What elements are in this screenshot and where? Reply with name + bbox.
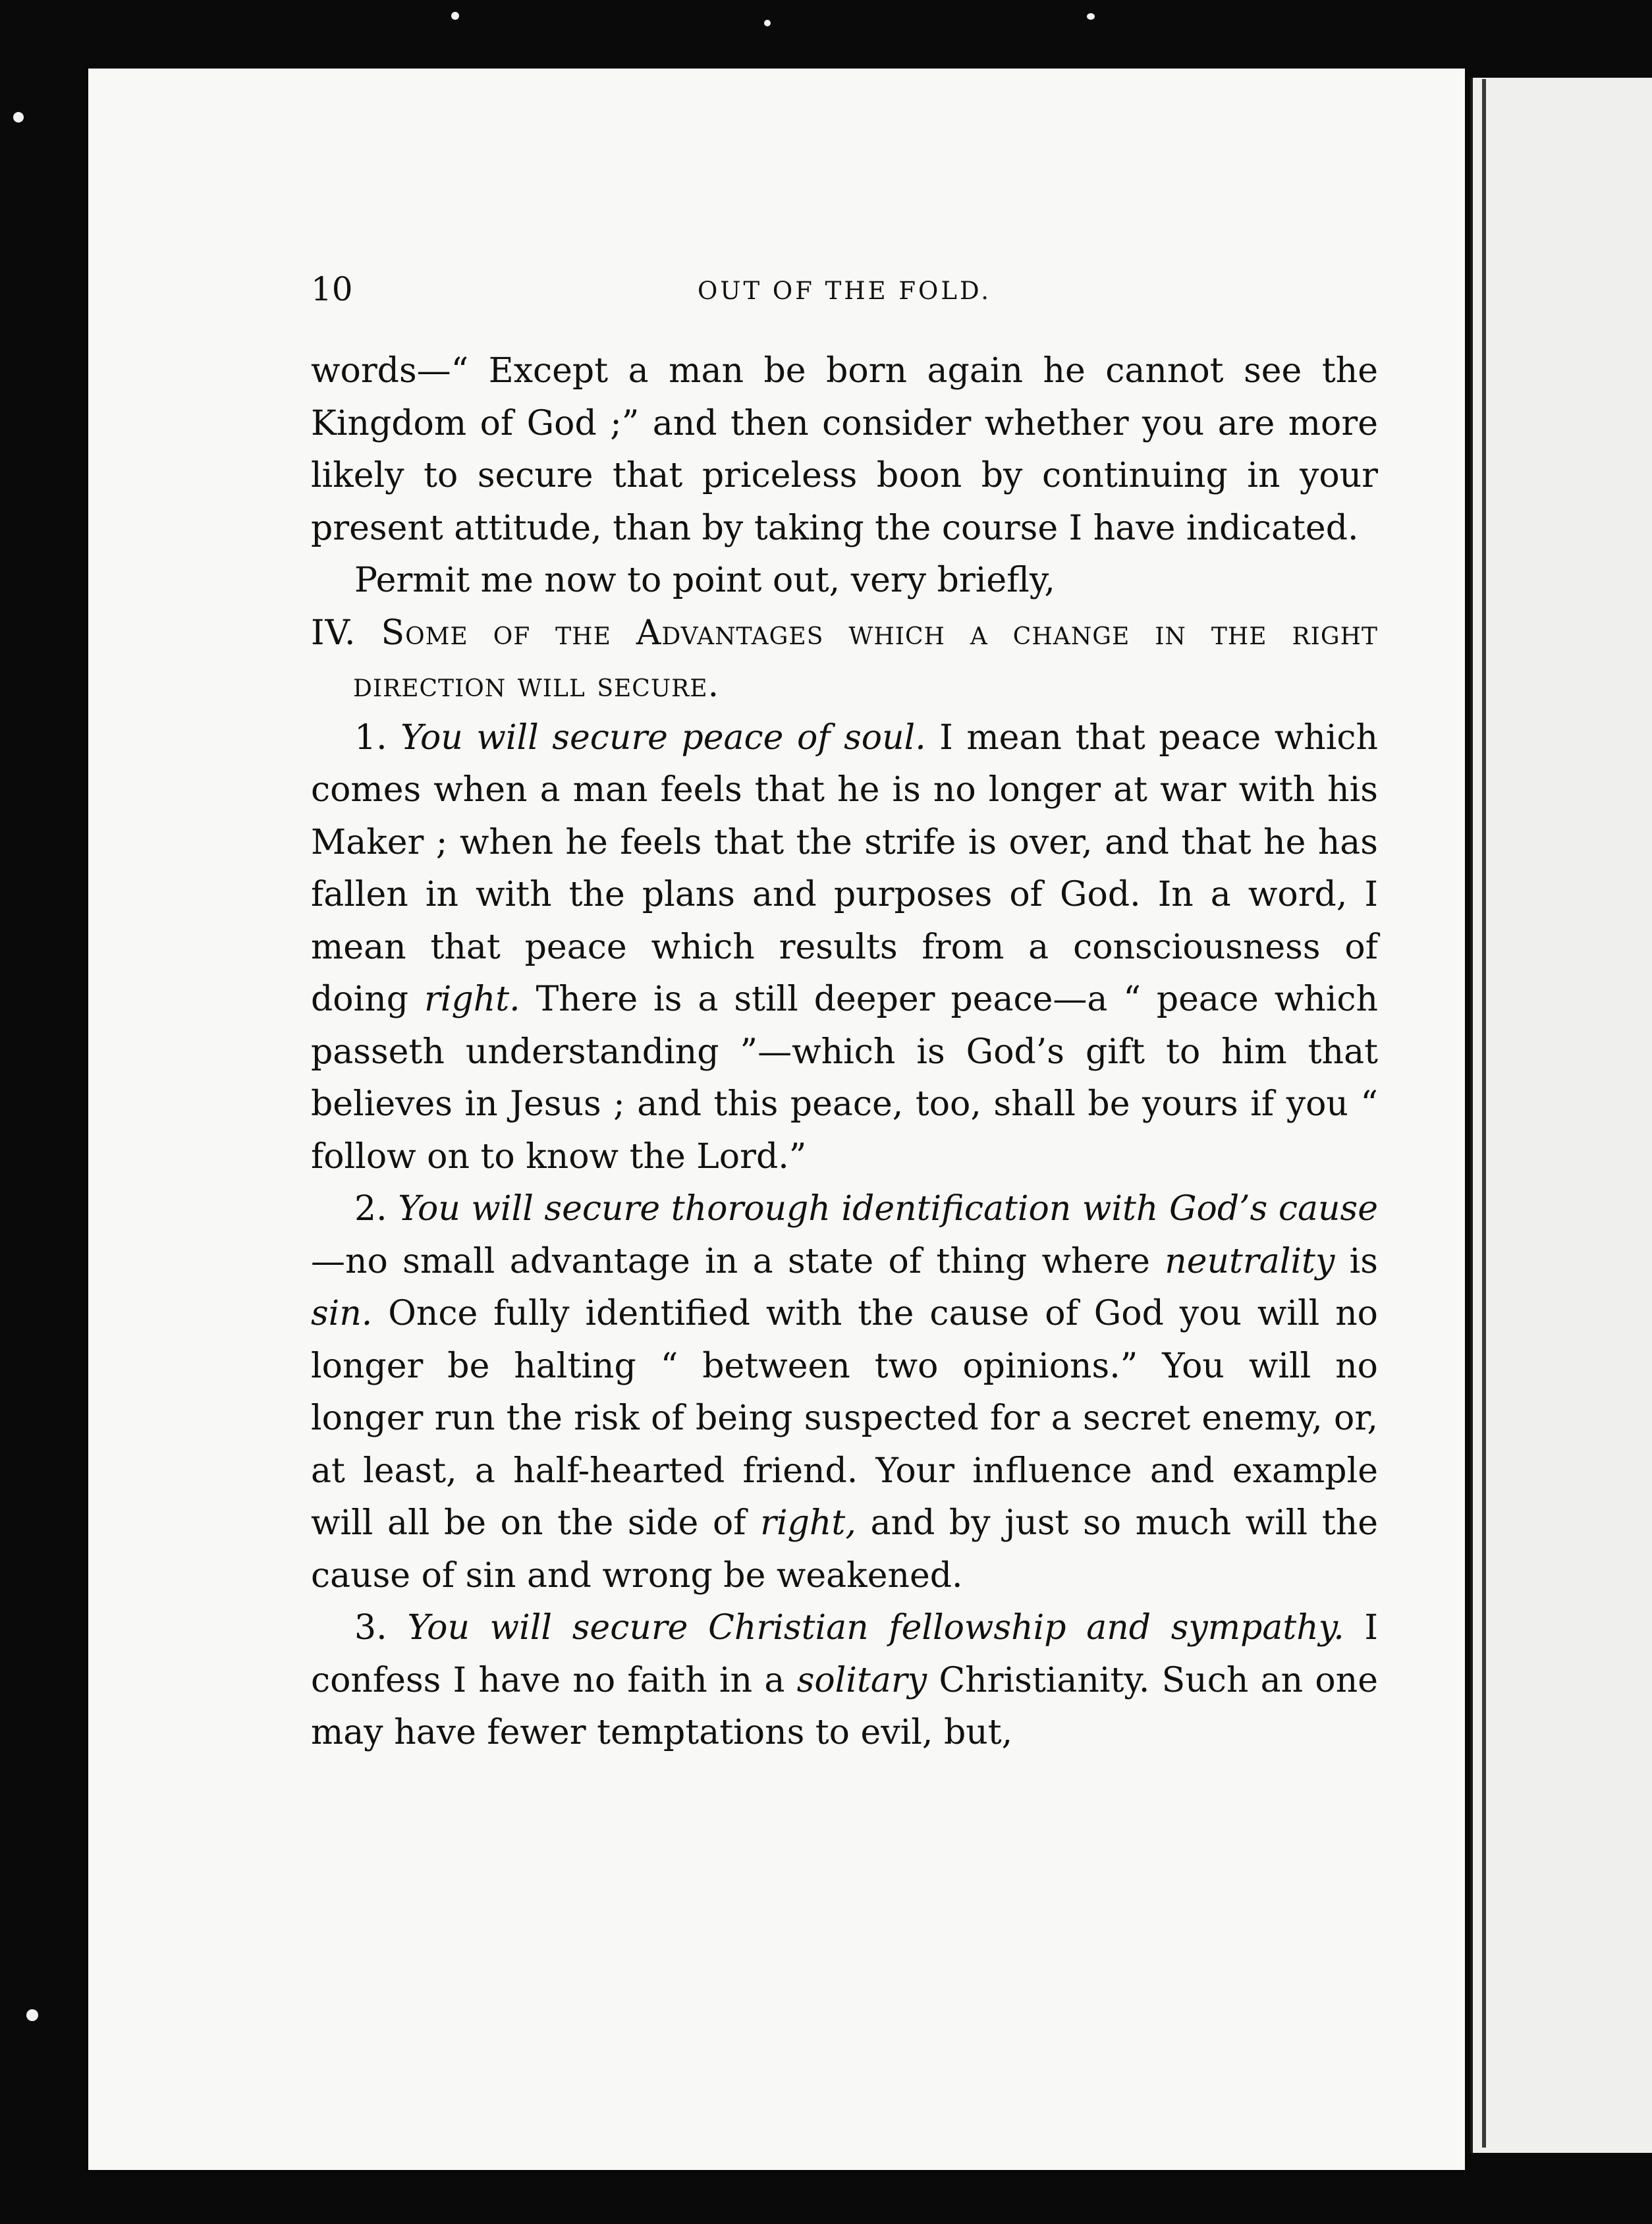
point-number: 1. [354, 717, 387, 758]
paragraph-text: Christianity. Such an one may have fewer temptations to evil, but, [311, 1660, 1379, 1752]
paragraph-text: and by just so much will the cause of sin and wrong be weakened. [311, 1503, 1378, 1596]
paragraph-transition: Permit me now to point out, very briefly, [354, 561, 1055, 600]
point-title: You will secure thorough identification with God’s cause [398, 1189, 1378, 1229]
paragraph-point-1 [311, 712, 1378, 1184]
page-number: 10 [311, 270, 353, 308]
emphasis: solitary [796, 1660, 927, 1700]
section-heading [311, 607, 1378, 712]
paragraph-text: is [1335, 1241, 1378, 1281]
scan-speck [1087, 13, 1095, 20]
section-heading-text: Some of the Advantages which a change in the right direction will secure. [353, 613, 1378, 705]
paragraph-point-2 [311, 1183, 1378, 1602]
paragraph-point-3 [311, 1602, 1378, 1760]
paragraph-continuation: words—“ Except a man be born again he cannot see the Kingdom of God ;” and then consider whether you are more likely to secure that priceless boon by continuing in your present attitude, than by taking the course I have indicated. [311, 351, 1378, 548]
paragraph-text: There is a still deeper peace—a “ peace which passeth understanding ”—which is God’s gift to him that believes in Jesus ; and this peace, too, shall be yours if you “ follow on to know the Lord.” [311, 980, 1379, 1177]
emphasis: sin. [311, 1294, 373, 1333]
emphasis: right. [424, 980, 520, 1019]
running-head [311, 266, 1378, 325]
book-page [88, 69, 1465, 2170]
adjacent-page-edge [1482, 79, 1486, 2148]
scan-speck [764, 20, 771, 26]
section-numeral: IV. [311, 613, 356, 653]
body-text [311, 345, 1378, 1760]
paragraph-text: Once fully identified with the cause of God you will no longer be halting “ between two opinions.” You will no longer run the risk of being suspected for a secret enemy, or, at least, a half-hearted friend. Your influence and example will all be on the side of [311, 1294, 1378, 1543]
adjacent-page [1470, 78, 1652, 2153]
scan-speck [451, 12, 459, 20]
emphasis: right, [760, 1503, 856, 1543]
running-title: OUT OF THE FOLD. [697, 277, 992, 305]
point-title: You will secure Christian fellowship and sympathy. [407, 1608, 1344, 1648]
point-title: You will secure peace of soul. [400, 717, 926, 758]
paragraph-text: I mean that peace which comes when a man feels that he is no longer at war with his Maker ; when he feels that the strife is over, and that he has fallen in with the plans and purposes of God. In a word, I mean that peace which results from a consciousness of doing [311, 717, 1379, 1019]
point-number: 2. [354, 1189, 387, 1229]
page-content [311, 266, 1378, 1760]
paragraph-text: I confess I have no faith in a [311, 1608, 1378, 1700]
emphasis: neutrality [1165, 1241, 1335, 1281]
point-number: 3. [354, 1608, 387, 1648]
scan-speck [26, 2009, 38, 2021]
paragraph-text: —no small advantage in a state of thing where [311, 1241, 1165, 1281]
scan-speck [13, 112, 24, 123]
